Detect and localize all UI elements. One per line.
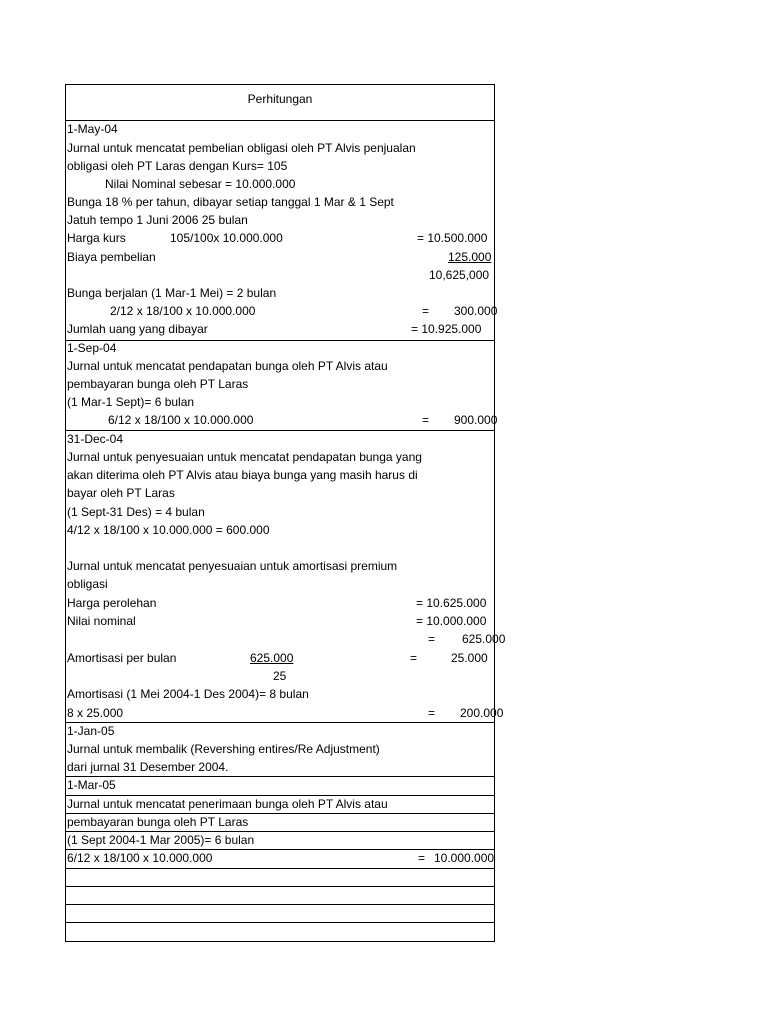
- amount-cell: = 10.000.000: [416, 614, 487, 628]
- text-line: Harga kurs: [67, 231, 126, 245]
- text-line: (1 Sept 2004-1 Mar 2005)= 6 bulan: [67, 833, 255, 847]
- equals-sign: =: [422, 304, 430, 318]
- text-line: Jurnal untuk mencatat penerimaan bunga oleh PT Alvis atau: [67, 797, 388, 811]
- fraction-numerator: 625.000: [250, 651, 294, 665]
- text-line: Jurnal untuk mencatat pendapatan bunga oleh PT Alvis atau: [67, 359, 388, 373]
- cell-border-stub: [65, 612, 66, 630]
- text-line: 8 x 25.000: [67, 706, 124, 720]
- text-line: 4/12 x 18/100 x 10.000.000 = 600.000: [67, 523, 270, 537]
- text-line: Jurnal untuk penyesuaian untuk mencatat pendapatan bunga yang: [67, 450, 422, 464]
- subtotal-cell: 10,625,000: [429, 268, 490, 282]
- text-line: (1 Sept-31 Des) = 4 bulan: [67, 505, 205, 519]
- amount-cell: = 10.500.000: [417, 231, 488, 245]
- text-line: Amortisasi per bulan: [67, 651, 177, 665]
- text-line: pembayaran bunga oleh PT Laras: [67, 815, 249, 829]
- text-line: obligasi oleh PT Laras dengan Kurs= 105: [67, 159, 288, 173]
- text-line: akan diterima oleh PT Alvis atau biaya bunga yang masih harus di: [67, 468, 418, 482]
- table-title: Perhitungan: [247, 92, 313, 106]
- amount-cell: 200.000: [460, 706, 504, 720]
- text-line: Bunga 18 % per tahun, dibayar setiap tanggal 1 Mar & 1 Sept: [67, 195, 394, 209]
- equals-sign: =: [428, 706, 436, 720]
- text-line: Jurnal untuk mencatat penyesuaian untuk amortisasi premium: [67, 559, 398, 573]
- text-line: bayar oleh PT Laras: [67, 486, 175, 500]
- equals-sign: =: [428, 632, 436, 646]
- amount-cell: 125.000: [448, 250, 492, 264]
- equals-sign: =: [422, 413, 430, 427]
- text-line: Biaya pembelian: [67, 250, 156, 264]
- text-line: Amortisasi (1 Mei 2004-1 Des 2004)= 8 bulan: [67, 687, 309, 701]
- text-line: Jurnal untuk membalik (Revershing entires/Re Adjustment): [67, 742, 380, 756]
- total-cell: = 10.925.000: [411, 322, 482, 336]
- formula-text: 105/100x 10.000.000: [170, 231, 283, 245]
- amount-cell: 25.000: [451, 651, 488, 665]
- text-line: (1 Mar-1 Sept)= 6 bulan: [67, 395, 195, 409]
- text-line: Jatuh tempo 1 Juni 2006 25 bulan: [67, 213, 248, 227]
- text-line: Nilai Nominal sebesar = 10.000.000: [105, 177, 296, 191]
- amount-cell: 300.000: [454, 304, 498, 318]
- formula-text: 6/12 x 18/100 x 10.000.000: [108, 413, 254, 427]
- amount-cell: = 10.625.000: [416, 596, 487, 610]
- date-cell: 1-Sep-04: [67, 341, 117, 355]
- equals-sign: =: [410, 651, 418, 665]
- text-line: dari jurnal 31 Desember 2004.: [67, 760, 229, 774]
- formula-text: 6/12 x 18/100 x 10.000.000: [67, 851, 213, 865]
- text-line: pembayaran bunga oleh PT Laras: [67, 377, 249, 391]
- text-line: obligasi: [67, 577, 108, 591]
- text-line: Jumlah uang yang dibayar: [67, 322, 208, 336]
- text-line: Bunga berjalan (1 Mar-1 Mei) = 2 bulan: [67, 286, 277, 300]
- date-cell: 31-Dec-04: [67, 432, 124, 446]
- amount-cell: 10.000.000: [434, 851, 495, 865]
- text-line: Harga perolehan: [67, 596, 157, 610]
- text-line: Nilai nominal: [67, 614, 136, 628]
- fraction-denominator: 25: [273, 669, 287, 683]
- text-line: Jurnal untuk mencatat pembelian obligasi oleh PT Alvis penjualan: [67, 141, 416, 155]
- formula-text: 2/12 x 18/100 x 10.000.000: [110, 304, 256, 318]
- date-cell: 1-May-04: [67, 122, 118, 136]
- equals-sign: =: [418, 851, 426, 865]
- amount-cell: 900.000: [454, 413, 498, 427]
- date-cell: 1-Mar-05: [67, 778, 116, 792]
- cell-border-stub: [65, 648, 66, 666]
- amount-cell: 625.000: [462, 632, 506, 646]
- date-cell: 1-Jan-05: [67, 724, 115, 738]
